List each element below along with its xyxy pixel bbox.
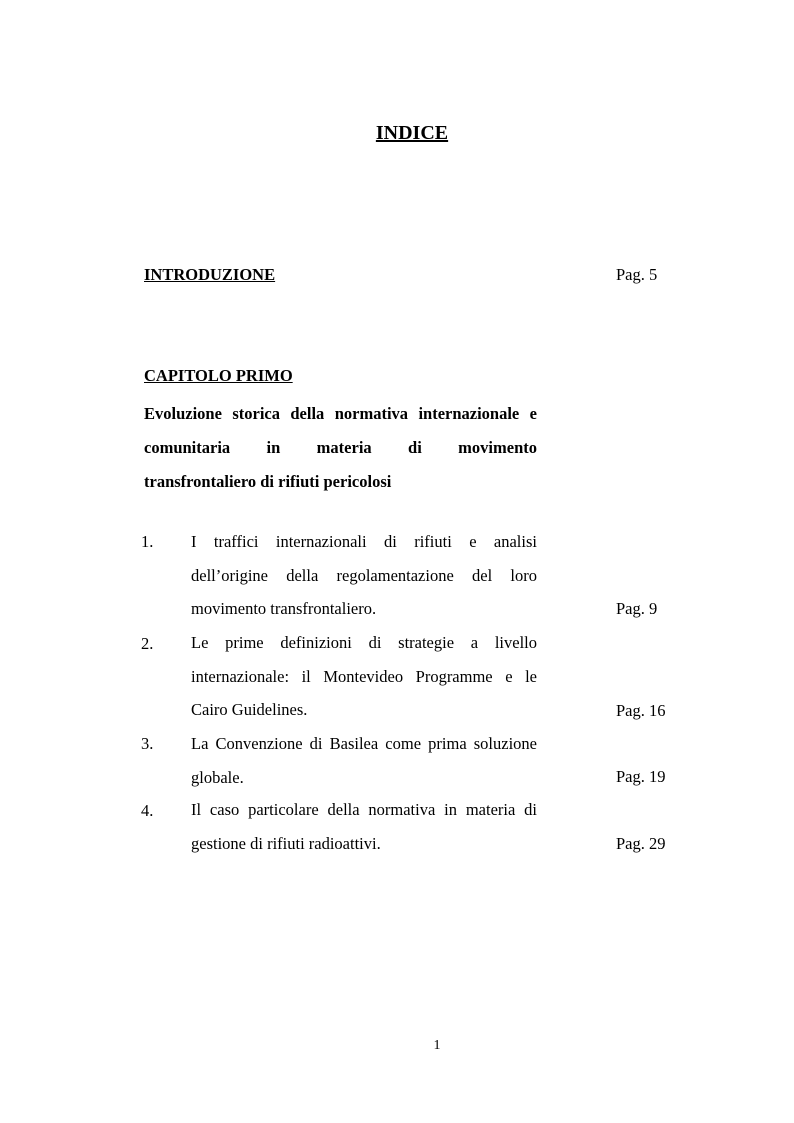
section-line: gestione di rifiuti radioattivi. bbox=[191, 833, 381, 853]
section-line: Le prime definizioni di strategie a livello bbox=[191, 633, 537, 652]
section-line: I traffici internazionali di rifiuti e analisi bbox=[191, 532, 537, 551]
section-line: internazionale: il Montevideo Programme e le bbox=[191, 666, 537, 686]
section-entry[interactable] bbox=[191, 525, 537, 626]
section-page-ref: Pag. 29 bbox=[616, 834, 666, 853]
chapter-title-line: Evoluzione storica della normativa internazionale e bbox=[144, 404, 537, 423]
section-line: La Convenzione di Basilea come prima soluzione bbox=[191, 734, 537, 753]
page-title: INDICE bbox=[375, 122, 449, 144]
introduction-page-ref: Pag. 5 bbox=[616, 265, 658, 284]
introduction-entry[interactable]: INTRODUZIONE bbox=[144, 265, 276, 284]
section-line: Cairo Guidelines. bbox=[191, 700, 308, 719]
chapter-title bbox=[144, 397, 537, 499]
chapter-title-line: transfrontaliero di rifiuti pericolosi bbox=[144, 472, 392, 491]
section-page-ref: Pag. 19 bbox=[616, 767, 666, 786]
section-line: dell’origine della regolamentazione del loro bbox=[191, 565, 537, 585]
section-page-ref: Pag. 16 bbox=[616, 701, 666, 720]
section-entry[interactable] bbox=[191, 626, 537, 727]
section-entry[interactable] bbox=[191, 727, 537, 794]
chapter-title-line: comunitaria in materia di movimento bbox=[144, 438, 537, 457]
section-number: 2. bbox=[141, 634, 154, 653]
section-number: 4. bbox=[141, 801, 154, 820]
section-line: globale. bbox=[191, 767, 244, 787]
chapter-label[interactable]: CAPITOLO PRIMO bbox=[144, 366, 293, 385]
section-number: 1. bbox=[141, 532, 154, 551]
section-page-ref: Pag. 9 bbox=[616, 599, 658, 618]
section-line: movimento transfrontaliero. bbox=[191, 599, 377, 618]
section-entry[interactable] bbox=[191, 793, 537, 860]
section-line: Il caso particolare della normativa in materia di bbox=[191, 800, 537, 819]
section-number: 3. bbox=[141, 734, 154, 753]
page-number: 1 bbox=[433, 1038, 441, 1053]
